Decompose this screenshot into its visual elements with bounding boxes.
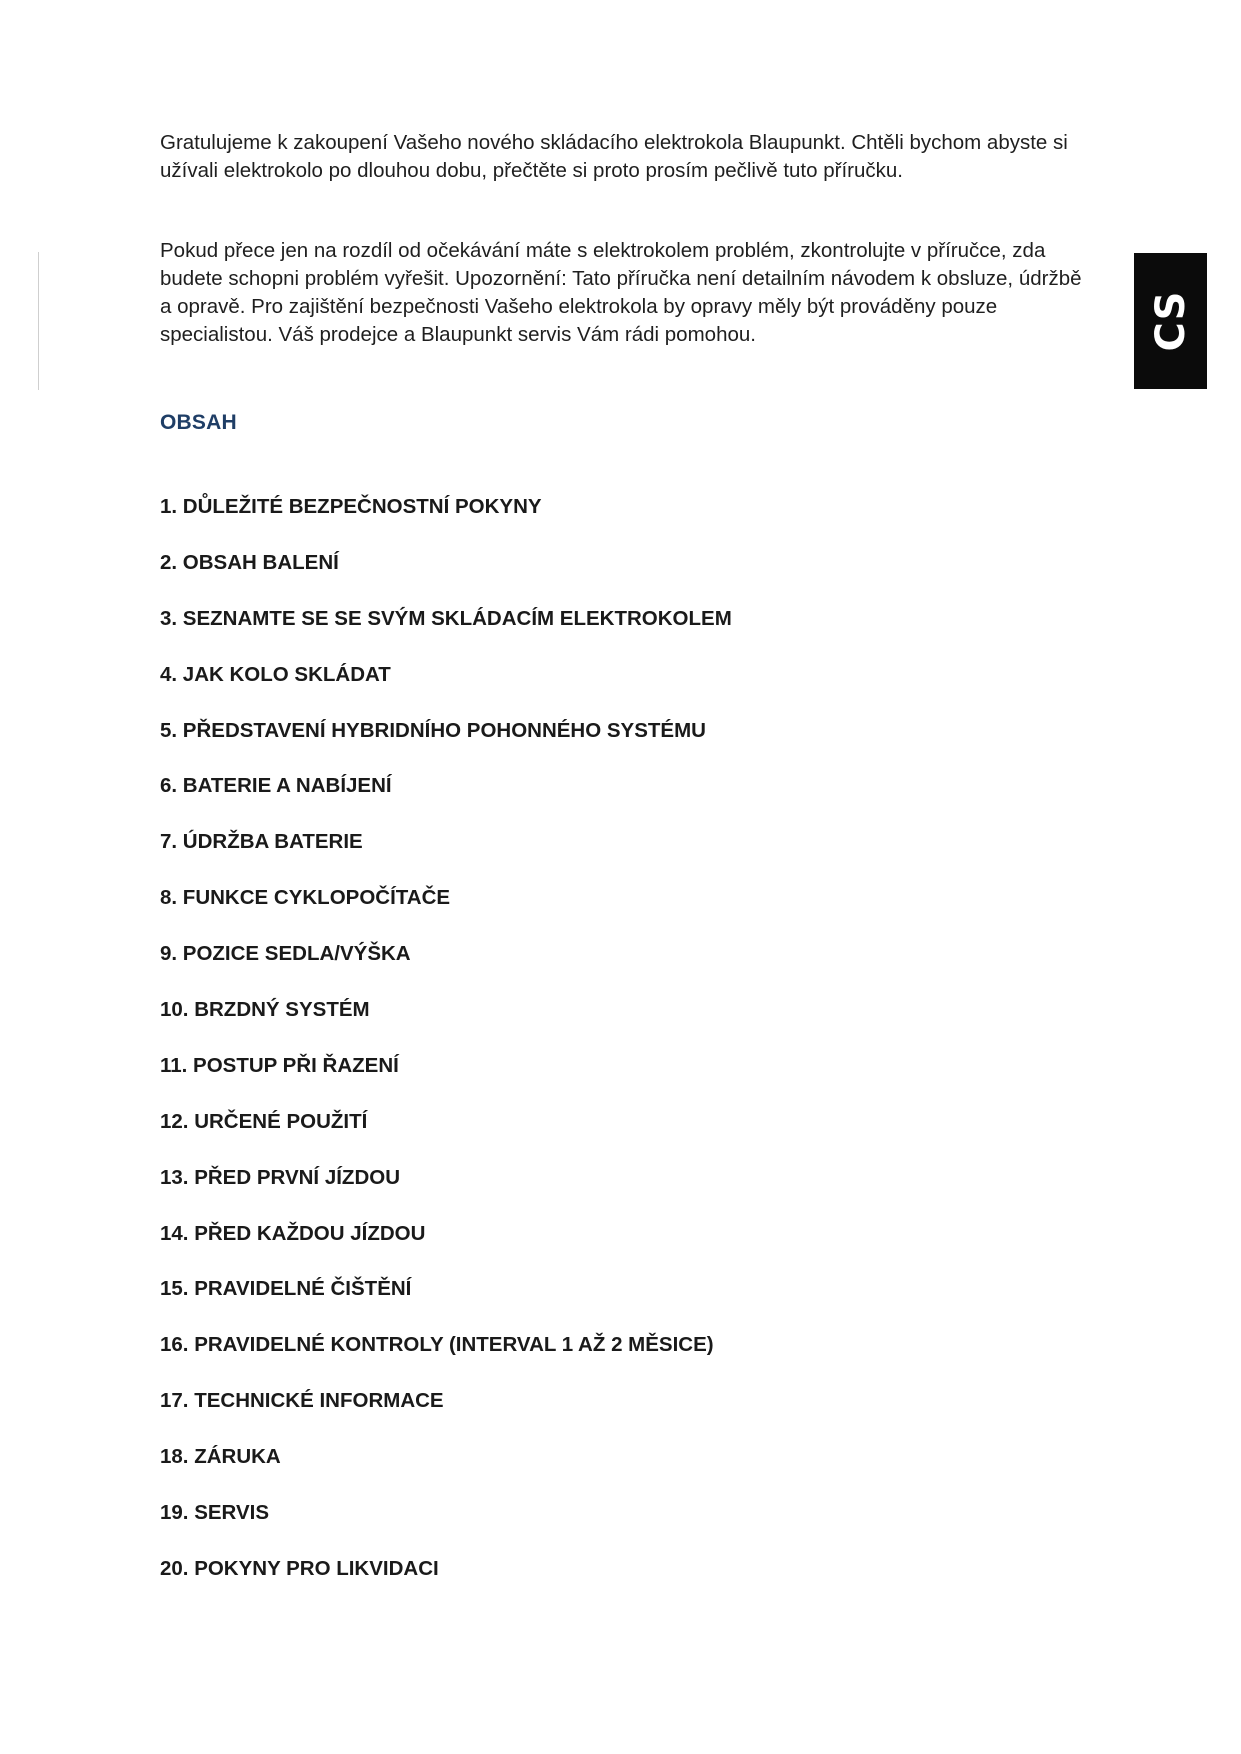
margin-rule	[38, 252, 39, 390]
language-tab	[1134, 253, 1207, 389]
toc-item: 12. URČENÉ POUŽITÍ	[160, 1109, 368, 1133]
toc-item: 3. SEZNAMTE SE SE SVÝM SKLÁDACÍM ELEKTROKOLEM	[160, 606, 732, 630]
intro-text-2: Pokud přece jen na rozdíl od očekávání máte s elektrokolem problém, zkontrolujte v příručce, zda budete schopni problém vyřešit. Upozornění: Tato příručka není detailním návodem k obsluze, údržbě a opravě. Pro zajištění bezpečnosti Vašeho elektrokola by opravy měly být prováděny pouze specialistou. Váš prodejce a Blaupunkt servis Vám rádi pomohou.	[160, 239, 1082, 346]
toc-item: 6. BATERIE A NABÍJENÍ	[160, 774, 392, 798]
toc-item: 16. PRAVIDELNÉ KONTROLY (INTERVAL 1 AŽ 2 MĚSICE)	[160, 1333, 714, 1357]
toc-item: 13. PŘED PRVNÍ JÍZDOU	[160, 1165, 400, 1189]
toc-item: 20. POKYNY PRO LIKVIDACI	[160, 1556, 439, 1580]
table-of-contents	[160, 490, 732, 1608]
toc-item: 17. TECHNICKÉ INFORMACE	[160, 1389, 444, 1413]
toc-title: OBSAH	[160, 411, 237, 434]
toc-item: 2. OBSAH BALENÍ	[160, 550, 339, 574]
intro-paragraph-1	[160, 129, 1090, 185]
toc-item: 11. POSTUP PŘI ŘAZENÍ	[160, 1053, 399, 1077]
toc-item: 4. JAK KOLO SKLÁDAT	[160, 662, 391, 686]
language-tab-label: CS	[1147, 290, 1194, 352]
toc-item: 14. PŘED KAŽDOU JÍZDOU	[160, 1221, 426, 1245]
toc-item: 7. ÚDRŽBA BATERIE	[160, 830, 363, 854]
toc-item: 15. PRAVIDELNÉ ČIŠTĚNÍ	[160, 1277, 412, 1301]
toc-item: 9. POZICE SEDLA/VÝŠKA	[160, 942, 411, 966]
toc-item: 8. FUNKCE CYKLOPOČÍTAČE	[160, 886, 451, 910]
toc-item: 10. BRZDNÝ SYSTÉM	[160, 998, 370, 1022]
toc-item: 19. SERVIS	[160, 1501, 270, 1525]
intro-paragraph-2	[160, 237, 1090, 349]
toc-item: 18. ZÁRUKA	[160, 1445, 281, 1469]
intro-text-1: Gratulujeme k zakoupení Vašeho nového skládacího elektrokola Blaupunkt. Chtěli bychom abyste si užívali elektrokolo po dlouhou dobu, přečtěte si proto prosím pečlivě tuto příručku.	[160, 131, 1068, 182]
toc-item: 5. PŘEDSTAVENÍ HYBRIDNÍHO POHONNÉHO SYSTÉMU	[160, 718, 706, 742]
toc-item: 1. DŮLEŽITÉ BEZPEČNOSTNÍ POKYNY	[160, 495, 542, 518]
